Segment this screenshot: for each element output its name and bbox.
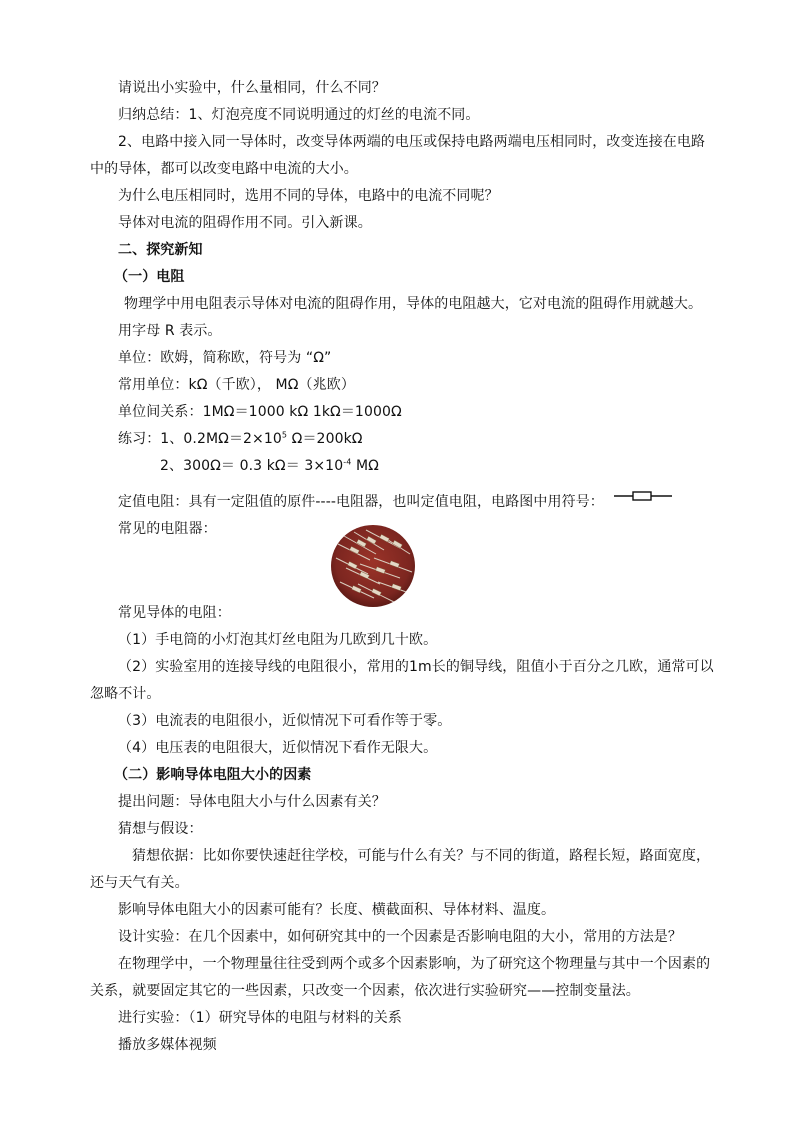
text-line: 导体对电流的阻碍作用不同。引入新课。 [118, 215, 372, 231]
exercise-1-text: 练习：1、0.2MΩ＝2×10 [118, 431, 282, 447]
subsection-heading: （二）影响导体电阻大小的因素 [114, 767, 312, 783]
text-line: 2、电路中接入同一导体时，改变导体两端的电压或保持电路两端电压相同时，改变连接在电路 [118, 134, 706, 150]
text-line: 播放多媒体视频 [118, 1037, 217, 1053]
text-line: 常见导体的电阻： [118, 605, 231, 621]
text-line: 请说出小实验中，什么量相同，什么不同？ [118, 80, 386, 96]
text-line: 用字母 R 表示。 [118, 323, 222, 339]
text-line: 单位间关系：1MΩ＝1000 kΩ 1kΩ＝1000Ω [118, 404, 402, 420]
exercise-2-text-rest: MΩ [351, 458, 379, 474]
text-line: 在物理学中，一个物理量往往受到两个或多个因素影响，为了研究这个物理量与其中一个因素的 [118, 956, 711, 972]
text-line: 为什么电压相同时，选用不同的导体，电路中的电流不同呢？ [118, 188, 499, 204]
exercise-2-text: 2、300Ω＝ 0.3 kΩ＝ 3×10 [160, 458, 344, 474]
text-line: 设计实验：在几个因素中，如何研究其中的一个因素是否影响电阻的大小，常用的方法是？ [118, 929, 682, 945]
exercise-line-2 [160, 457, 379, 475]
exercise-line-1 [118, 430, 363, 448]
text-line: 定值电阻：具有一定阻值的原件----电阻器，也叫定值电阻，电路图中用符号： [118, 494, 604, 510]
exponent: 5 [281, 430, 288, 440]
text-line: 常用单位：kΩ（千欧）， MΩ（兆欧） [118, 377, 355, 393]
exponent: -4 [343, 457, 352, 467]
text-line: 中的导体，都可以改变电路中电流的大小。 [90, 161, 358, 177]
text-line: 猜想与假设： [118, 821, 203, 837]
text-line: 常见的电阻器： [118, 521, 217, 537]
list-item: （1）手电筒的小灯泡其灯丝电阻为几欧到几十欧。 [118, 632, 438, 648]
text-line: 提出问题：导体电阻大小与什么因素有关？ [118, 794, 386, 810]
text-line: 进行实验：（1）研究导体的电阻与材料的关系 [118, 1010, 403, 1026]
subsection-heading: （一）电阻 [114, 269, 185, 285]
resistors-photo [330, 524, 416, 608]
list-item: （3）电流表的电阻很小，近似情况下可看作等于零。 [118, 713, 452, 729]
text-line: 归纳总结：1、灯泡亮度不同说明通过的灯丝的电流不同。 [118, 107, 480, 123]
text-line: 物理学中用电阻表示导体对电流的阻碍作用，导体的电阻越大，它对电流的阻碍作用就越大。 [124, 296, 703, 312]
text-line: 猜想依据：比如你要快速赶往学校，可能与什么有关？与不同的街道，路程长短，路面宽度， [132, 848, 711, 864]
text-line: 影响导体电阻大小的因素可能有？长度、横截面积、导体材料、温度。 [118, 902, 556, 918]
list-item: （2）实验室用的连接导线的电阻很小，常用的1m长的铜导线，阻值小于百分之几欧，通常可以 [118, 659, 714, 675]
list-item: （4）电压表的电阻很大，近似情况下看作无限大。 [118, 740, 438, 756]
section-heading: 二、探究新知 [118, 242, 203, 258]
text-line: 忽略不计。 [90, 686, 161, 702]
text-line: 关系，就要固定其它的一些因素，只改变一个因素，依次进行实验研究——控制变量法。 [90, 983, 640, 999]
resistor-symbol-icon [614, 490, 672, 502]
text-line: 单位：欧姆，简称欧，符号为 “Ω” [118, 350, 332, 366]
exercise-1-text-rest: Ω＝200kΩ [287, 431, 363, 447]
text-line: 还与天气有关。 [90, 875, 189, 891]
